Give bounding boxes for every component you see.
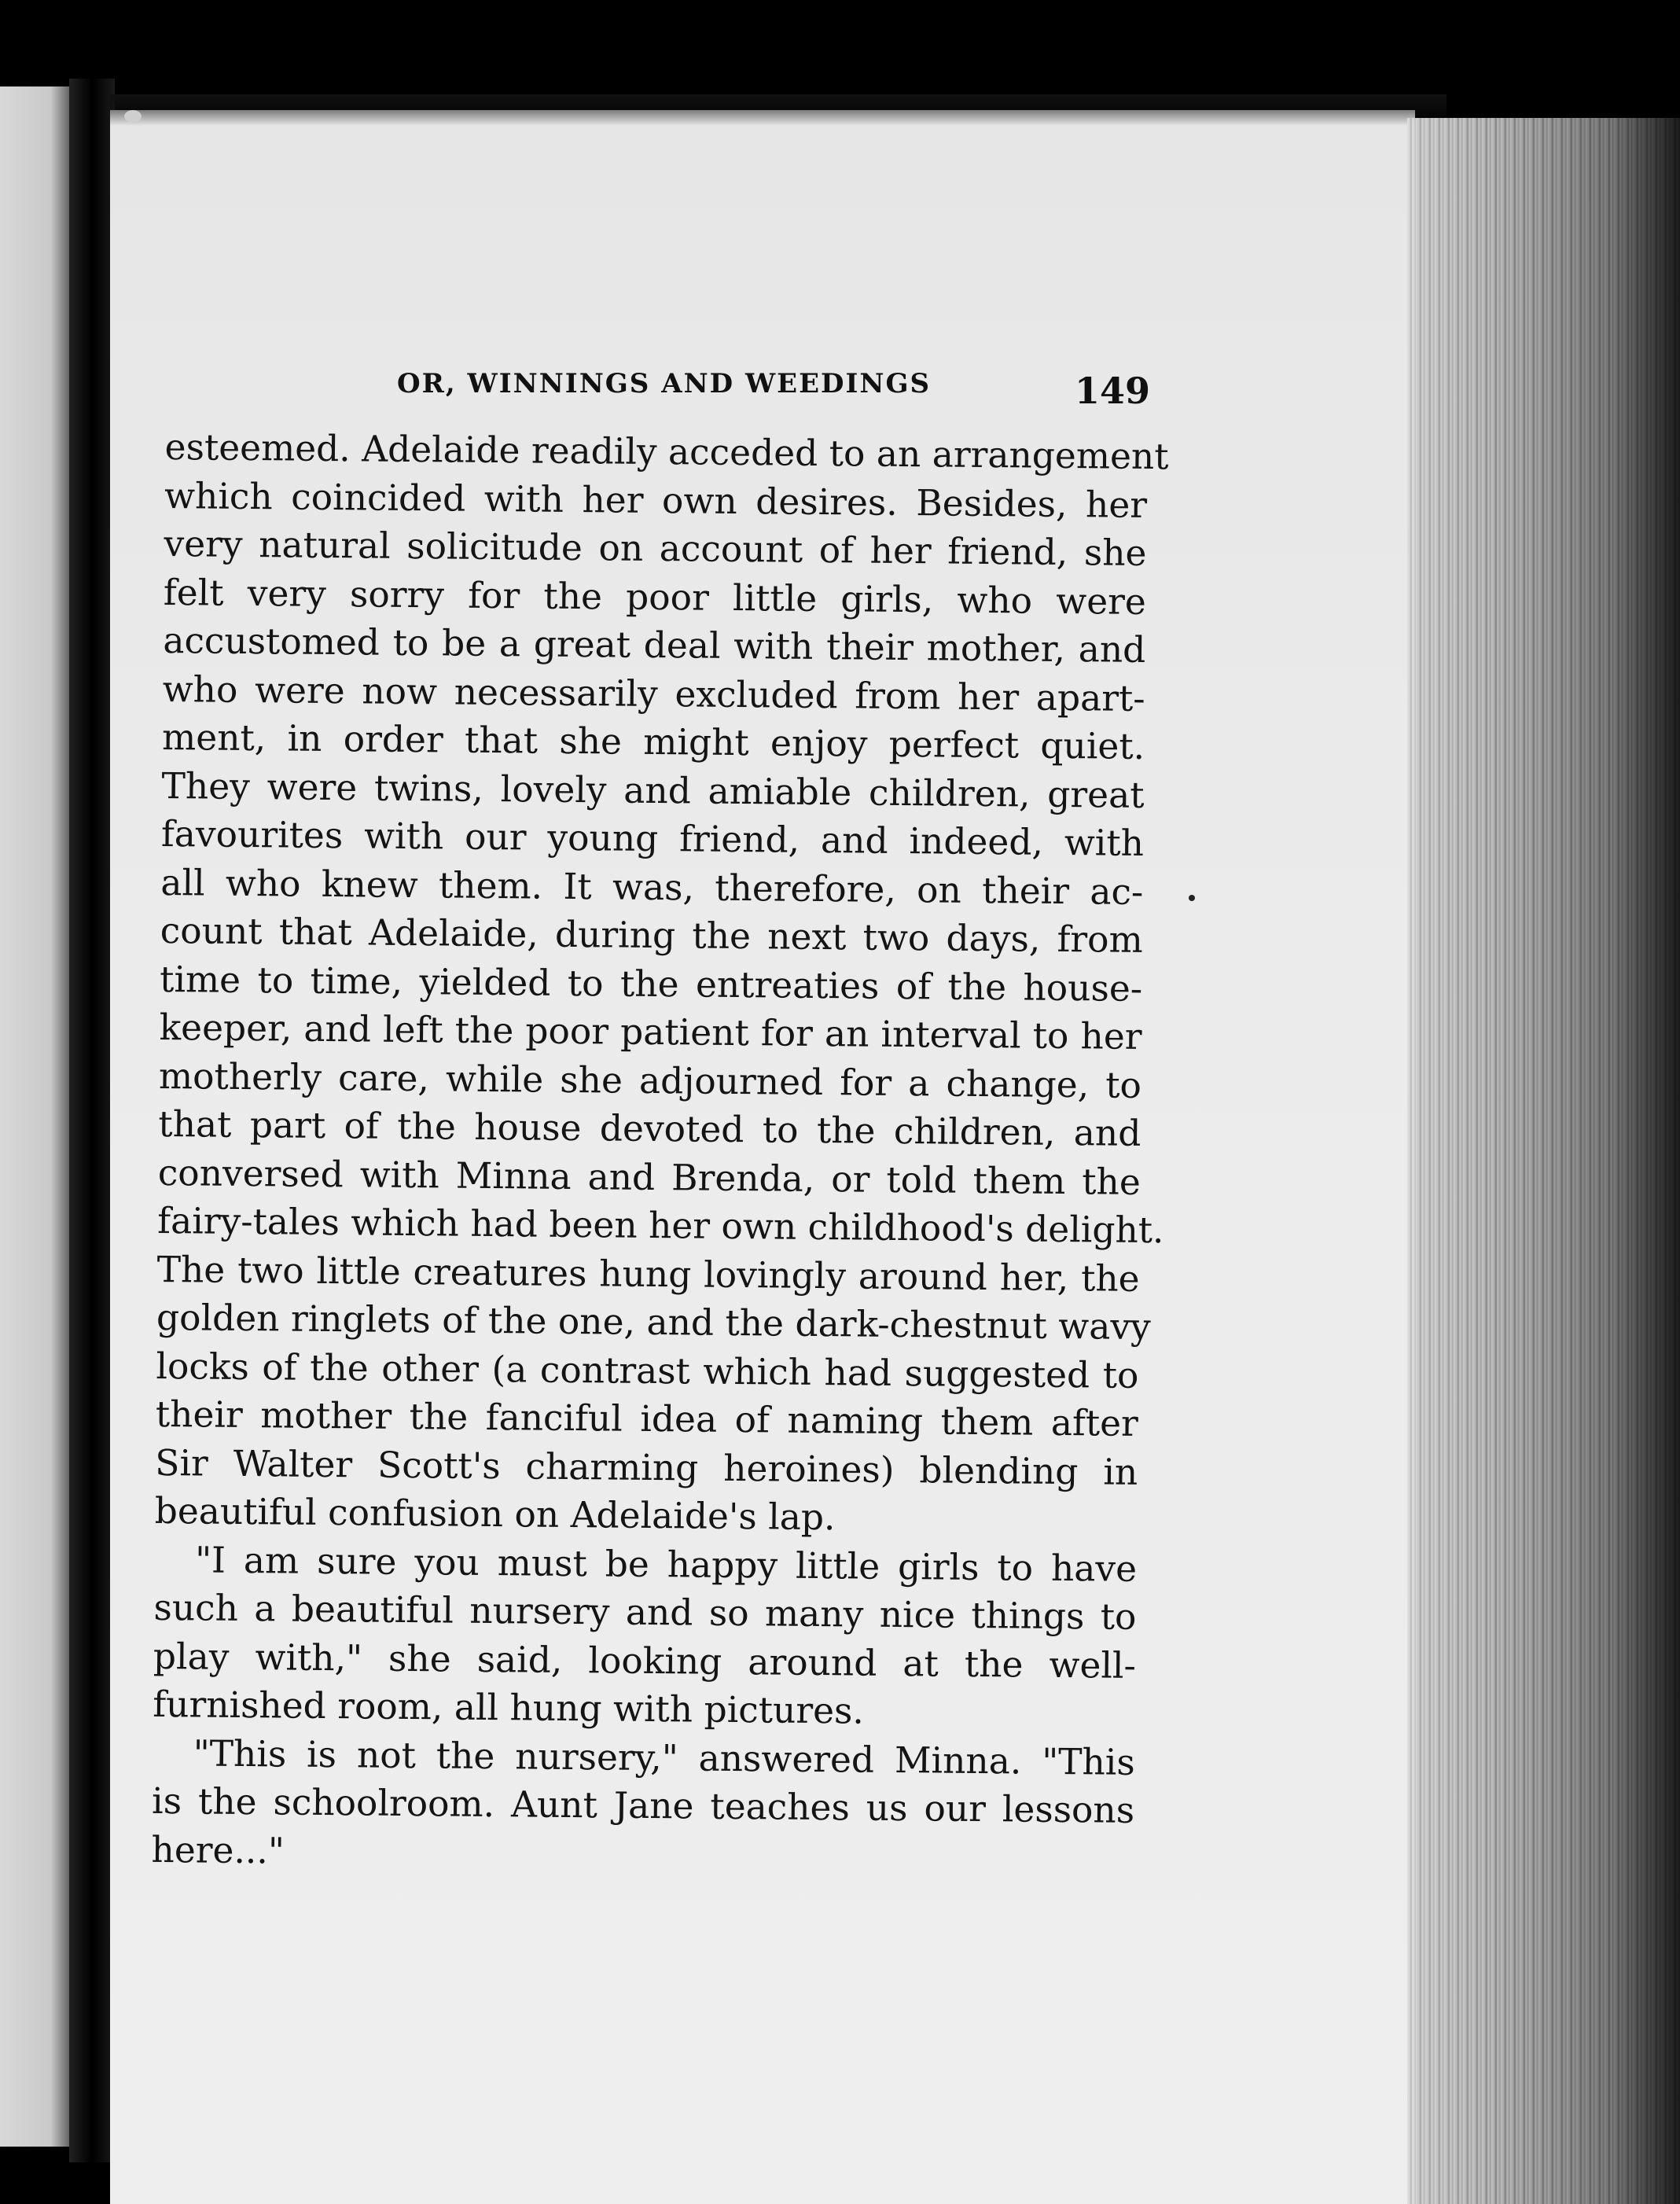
text-line: all who knew them. It was, therefore, on their ac- — [160, 861, 1144, 913]
text-line: felt very sorry for the poor little girls, who were — [163, 571, 1147, 623]
text-line: keeper, and left the poor patient for an interval to her — [159, 1006, 1142, 1058]
ink-speck — [1189, 895, 1195, 901]
page-stack-shading — [1407, 118, 1680, 2204]
text-line: very natural solicitude on account of her friend, she — [164, 522, 1147, 574]
text-line: Sir Walter Scott's charming heroines) blending in — [155, 1441, 1138, 1493]
text-line: motherly care, while she adjourned for a change, to — [158, 1054, 1142, 1106]
paper-blemish — [124, 110, 142, 123]
book-gutter — [69, 79, 115, 2162]
text-line: golden ringlets of the one, and the dark-chestnut wavy — [156, 1296, 1152, 1349]
text-line: who were now necessarily excluded from her apart- — [162, 668, 1145, 719]
previous-page-edge — [0, 86, 72, 2147]
running-head: OR, WINNINGS AND WEEDINGS — [397, 368, 932, 399]
text-line: beautiful confusion on Adelaide's lap. — [154, 1489, 836, 1539]
text-line: their mother the fanciful idea of naming them after — [155, 1393, 1139, 1444]
text-line: "This is not the nursery," answered Minna. "This — [193, 1731, 1135, 1783]
page-top-shadow — [110, 94, 1447, 126]
text-line: "I am sure you must be happy little girls to have — [194, 1538, 1138, 1590]
body-text — [151, 423, 1169, 1883]
text-line: fairy-tales which had been her own childhood's delight. — [157, 1199, 1164, 1252]
page-number: 149 — [1075, 370, 1151, 412]
text-line: which coincided with her own desires. Besides, her — [164, 474, 1148, 526]
text-line: They were twins, lovely and amiable children, great — [161, 764, 1145, 816]
text-line: esteemed. Adelaide readily acceded to an arrangement — [164, 425, 1169, 478]
text-line: The two little creatures hung lovingly around her, the — [156, 1248, 1140, 1300]
text-line: that part of the house devoted to the children, and — [158, 1102, 1141, 1154]
text-line: ment, in order that she might enjoy perfect quiet. — [161, 716, 1145, 767]
text-line: locks of the other (a contrast which had suggested to — [156, 1345, 1139, 1396]
text-line: furnished room, all hung with pictures. — [153, 1683, 865, 1732]
text-line: such a beautiful nursery and so many nice things to — [153, 1586, 1137, 1638]
text-line: here..." — [151, 1828, 285, 1872]
text-line: time to time, yielded to the entreaties of the house- — [159, 958, 1143, 1010]
text-line: favourites with our young friend, and indeed, with — [160, 812, 1145, 864]
text-line: conversed with Minna and Brenda, or told them the — [157, 1151, 1141, 1203]
text-line: is the schoolroom. Aunt Jane teaches us our lessons — [151, 1779, 1135, 1831]
text-line: count that Adelaide, during the next two days, from — [160, 909, 1144, 961]
text-line: accustomed to be a great deal with their mother, and — [163, 619, 1146, 671]
text-line: play with," she said, looking around at the well- — [153, 1635, 1137, 1687]
